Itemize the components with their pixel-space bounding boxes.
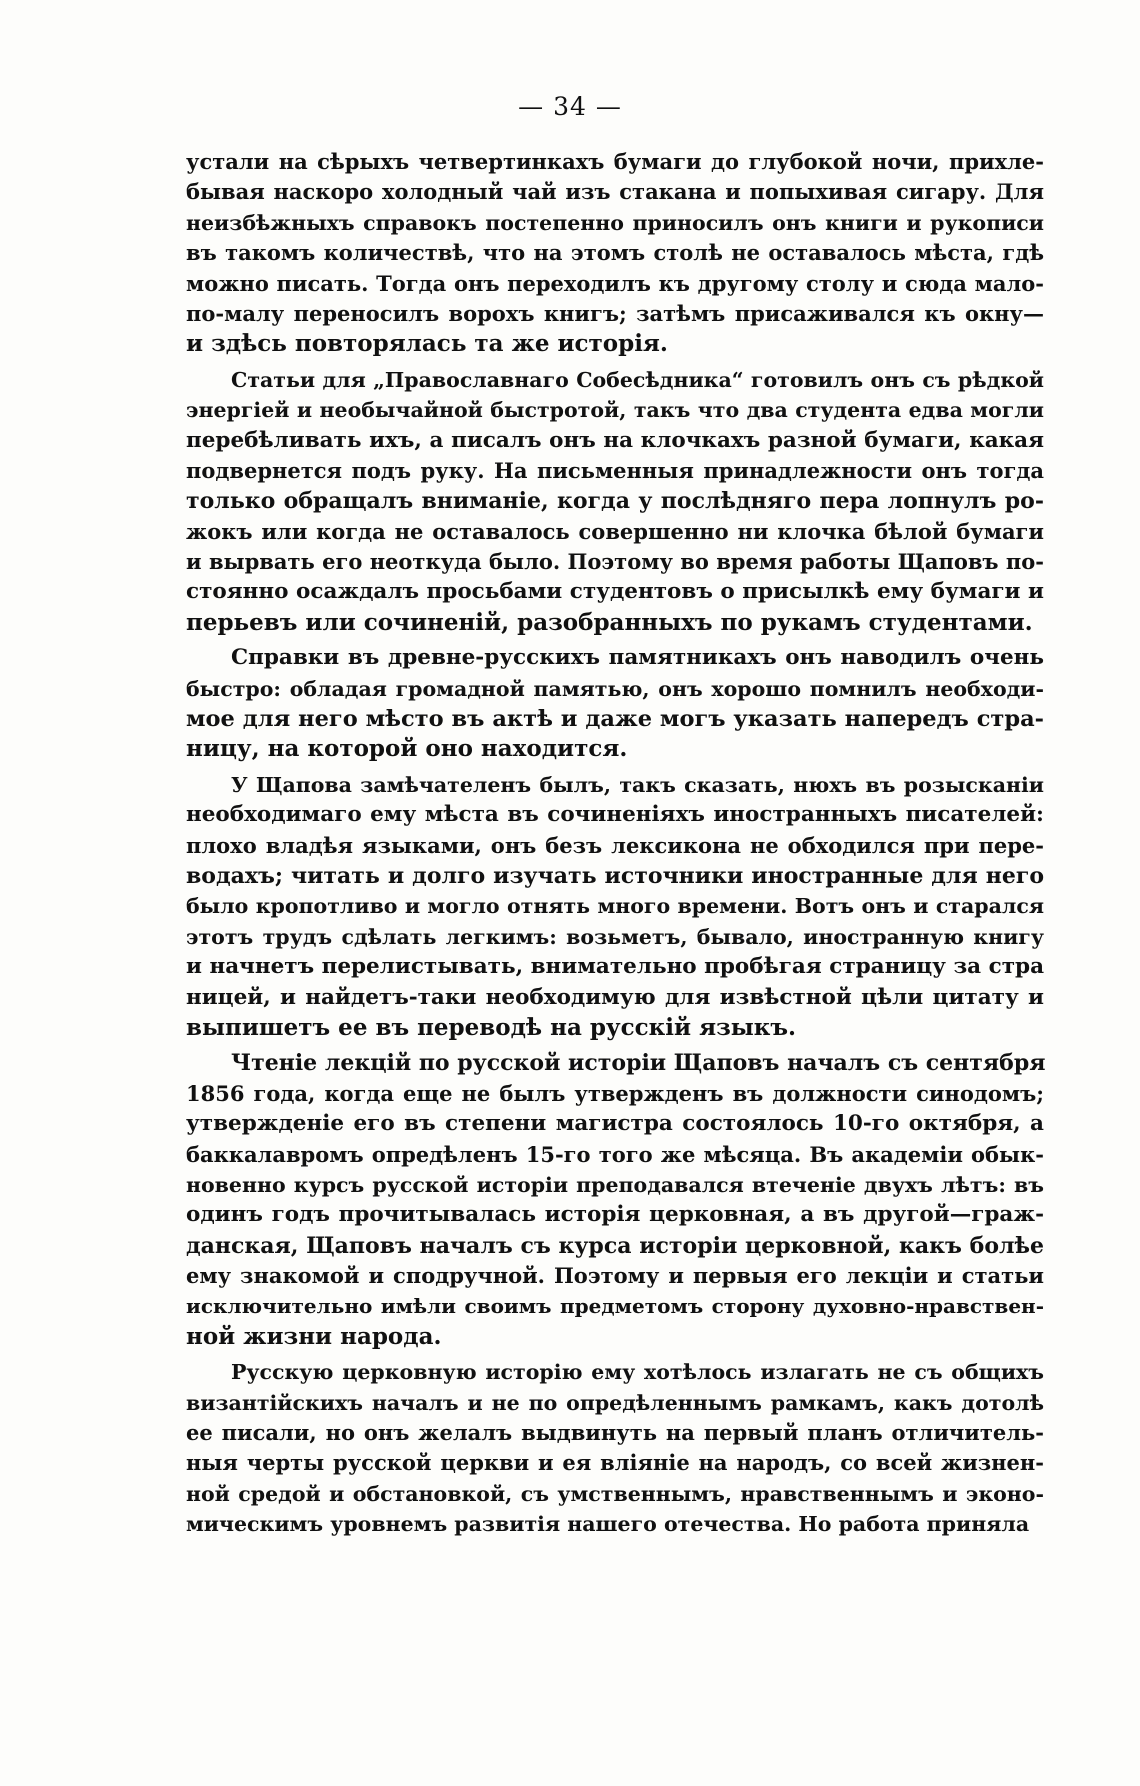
text-line: баккалавромъ опредѣленъ 15-го того же мѣсяца. Въ академіи обык- [186,1141,1044,1167]
text-line: ной жизни народа. [186,1322,442,1350]
text-line: ныя черты русской церкви и ея вліяніе на народъ, со всей жизнен- [186,1450,1044,1476]
body-text [186,147,1044,1540]
text-line: ему знакомой и сподручной. Поэтому и первыя его лекціи и статьи [186,1263,1044,1289]
text-line: Справки въ древне-русскихъ памятникахъ онъ наводилъ очень [231,645,1044,671]
text-line: плохо владѣя языками, онъ безъ лексикона не обходился при пере- [186,832,1044,858]
text-line: Русскую церковную исторію ему хотѣлось излагать не съ общихъ [231,1360,1044,1385]
text-line: и начнетъ перелистывать, внимательно пробѣгая страницу за стра [186,954,1044,980]
text-line: мое для него мѣсто въ актѣ и даже могъ указать напередъ стра- [186,706,1044,733]
text-line: и вырвать его неоткуда было. Поэтому во время работы Щаповъ по- [186,549,1044,575]
text-line: одинъ годъ прочитывалась исторія церковная, а въ другой—граж- [186,1202,1044,1228]
text-line: перьевъ или сочиненій, разобранныхъ по рукамъ студентами. [186,608,1033,636]
text-line: можно писать. Тогда онъ переходилъ къ другому столу и сюда мало- [186,270,1044,296]
text-line: быстро: обладая громадной памятью, онъ хорошо помнилъ необходи- [186,676,1044,701]
text-line: бывая наскоро холодный чай изъ стакана и попыхивая сигару. Для [186,179,1044,205]
text-line: по-малу переносилъ ворохъ книгъ; затѣмъ присаживался къ окну— [186,300,1044,326]
text-line: утвержденіе его въ степени магистра состоялось 10-го октября, а [186,1111,1044,1137]
text-line: необходимаго ему мѣста въ сочиненіяхъ иностранныхъ писателей: [186,802,1044,828]
text-line: этотъ трудъ сдѣлать легкимъ: возьметъ, бывало, иностранную книгу [186,924,1044,949]
text-line: и здѣсь повторялась та же исторія. [186,330,668,358]
text-line: византійскихъ началъ и не по опредѣленнымъ рамкамъ, какъ дотолѣ [186,1390,1044,1415]
text-line: стоянно осаждалъ просьбами студентовъ о присылкѣ ему бумаги и [186,579,1044,605]
text-line: ницей, и найдетъ-таки необходимую для извѣстной цѣли цитату и [186,984,1044,1010]
paragraph [186,365,1044,639]
text-line: выпишетъ ее въ переводѣ на русскій языкъ. [186,1013,797,1041]
text-line: Статьи для „Православнаго Собесѣдника“ готовилъ онъ съ рѣдкой [231,367,1044,392]
text-line: только обращалъ вниманіе, когда у послѣдняго пера лопнулъ ро- [186,488,1044,515]
paragraph [186,770,1044,1044]
text-line: въ такомъ количествѣ, что на этомъ столѣ не оставалось мѣста, гдѣ [186,240,1044,266]
paragraph [186,1357,1044,1539]
text-line: энергіей и необычайной быстротой, такъ что два студента едва могли [186,398,1044,423]
page-number: — 34 — [518,92,622,121]
text-line: подвернется подъ руку. На письменныя принадлежности онъ тогда [186,457,1044,483]
text-line: водахъ; читать и долго изучать источники иностранные для него [186,862,1044,889]
text-line: данская, Щаповъ началъ съ курса исторіи церковной, какъ болѣе [186,1232,1044,1259]
text-line: новенно курсъ русской исторіи преподавался втеченіе двухъ лѣтъ: въ [186,1172,1044,1197]
text-line: У Щапова замѣчателенъ былъ, такъ сказать, нюхъ въ розысканіи [231,772,1044,797]
paragraph [186,1048,1044,1352]
text-line: было кропотливо и могло отнять много времени. Вотъ онъ и старался [186,894,1044,919]
text-line: перебѣливать ихъ, а писалъ онъ на клочкахъ разной бумаги, какая [186,427,1044,453]
text-line: Чтеніе лекцій по русской исторіи Щаповъ началъ съ сентября [231,1050,1046,1077]
text-line: ницу, на которой оно находится. [186,735,628,763]
text-line: исключительно имѣли своимъ предметомъ сторону духовно-нравствен- [186,1294,1044,1319]
text-line: устали на сѣрыхъ четвертинкахъ бумаги до глубокой ночи, прихле- [186,149,1044,174]
text-line: ее писали, но онъ желалъ выдвинуть на первый планъ отличитель- [186,1420,1044,1446]
text-line: ной средой и обстановкой, съ умственнымъ, нравственнымъ и эконо- [186,1481,1044,1506]
paragraph [186,643,1044,765]
paragraph [186,147,1044,360]
text-line: неизбѣжныхъ справокъ постепенно приносилъ онъ книги и рукописи [186,210,1044,235]
text-line: 1856 года, когда еще не былъ утвержденъ въ должности синодомъ; [186,1080,1044,1106]
text-line: мическимъ уровнемъ развитія нашего отечества. Но работа приняла [186,1512,1030,1537]
text-line: жокъ или когда не оставалось совершенно ни клочка бѣлой бумаги [186,518,1044,544]
